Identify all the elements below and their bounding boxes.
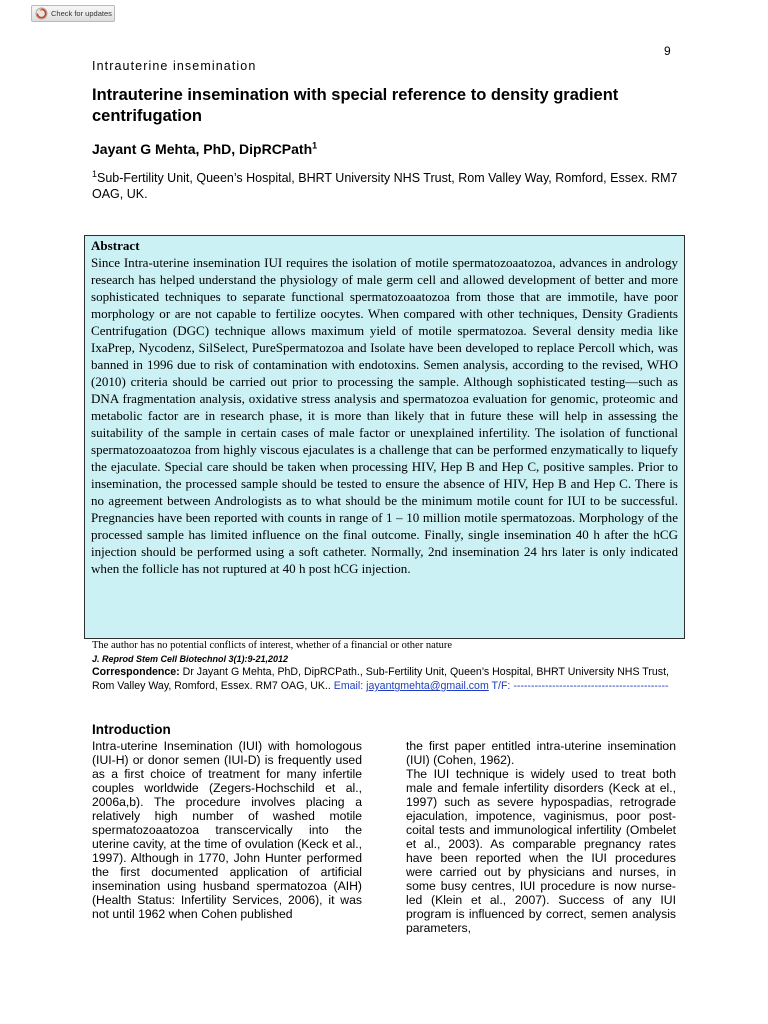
affiliation <box>92 170 692 202</box>
introduction-column-right <box>406 739 676 935</box>
running-head: Intrauterine insemination <box>92 59 257 73</box>
check-for-updates-button[interactable] <box>31 5 115 22</box>
affiliation-superscript: 1 <box>92 168 98 179</box>
tf-label: T/F: <box>488 680 514 692</box>
email-link[interactable]: jayantgmehta@gmail.com <box>366 680 489 692</box>
affiliation-text: Sub-Fertility Unit, Queen’s Hospital, BHRT University NHS Trust, Rom Valley Way, Romford, Essex. RM7 OAG, UK. <box>92 171 678 201</box>
introduction-paragraph: The IUI technique is widely used to treat both male and female infertility disorders (Keck at el., 1997) such as severe hypospadias, retrograde ejaculation, impotence, vaginismus, poor post-coital tests and immunological infertility (Ombelet et al., 2003). As comparable pregnancy rates have been reported when the IUI procedures were carried out by physicians and nurses, in some busy centres, IUI procedure is now nurse-led (Klein et al., 2007). Success of any IUI program is influenced by correct, semen analysis parameters, <box>406 767 676 935</box>
abstract-text: Since Intra-uterine insemination IUI requires the isolation of motile spermatozoaatozoa, advances in andrology research has helped understand the physiology of male germ cell and allowed development of better and more sophisticated techniques to separate functional spermatozoaatozoa from those that are immotile, have poor morphology or are not capable to fertilize oocytes. When compared with other techniques, Density Gradients Centrifugation (DGC) technique allows maximum yield of motile spermatozoa. Several density media like IxaPrep, Nycodenz, SilSelect, PureSpermatozoa and Isolate have been developed to replace Percoll which, was banned in 1996 due to risk of contamination with endotoxins. Semen analysis, according to the revised, WHO (2010) criteria should be carried out prior to processing the sample. Although sophisticated testing—such as DNA fragmentation analysis, oxidative stress analysis and spermatozoa evaluation for genomic, proteomic and metabolic factor are in research phase, it is more than likely that in future these will help in assessing the suitability of the sample in certain cases of male factor or unexplained infertility. The isolation of functional spermatozoaatozoa from highly viscous ejaculates is a challenge that can be performed enzymatically to liquefy the ejaculate. Special care should be taken when processing HIV, Hep B and Hep C, positive samples. Prior to insemination, the processed sample should be tested to ensure the absence of HIV, Hep B and Hep C. There is no agreement between Andrologists as to what should be the minimum motile count for IUI to be successful. Pregnancies have been reported with counts in range of 1 – 10 million motile spermatozoas. Morphology of the processed sample has limited influence on the final outcome. Finally, single insemination 40 h after the hCG injection should be performed using a soft catheter. Normally, 2nd insemination 24 hrs later is only indicated when the follicle has not ruptured at 40 h post hCG injection. <box>91 255 678 576</box>
email-label: Email: <box>333 680 367 692</box>
journal-reference: J. Reprod Stem Cell Biotechnol 3(1):9-21,2012 <box>92 654 289 664</box>
tf-value: -------------------------------------------- <box>513 680 669 692</box>
abstract-box <box>84 235 685 639</box>
author-line <box>92 141 317 157</box>
introduction-paragraph: Intra-uterine Insemination (IUI) with homologous (IUI-H) or donor semen (IUI-D) is frequently used as a first choice of treatment for many infertile couples worldwide (Zegers-Hochschild et al., 2006a,b). The procedure involves placing a relatively high number of washed motile spermatozoaatozoa transcervically into the uterine cavity, at the time of ovulation (Keck et al., 1997). Although in 1770, John Hunter performed the first documented application of artificial insemination using husband spermatozoa (AIH) (Health Status: Infertility Services, 2006), it was not until 1962 when Cohen published <box>92 739 362 921</box>
correspondence <box>92 665 692 693</box>
introduction-paragraph: the first paper entitled intra-uterine insemination (IUI) (Cohen, 1962). <box>406 739 676 767</box>
introduction-heading: Introduction <box>92 722 171 737</box>
abstract-heading: Abstract <box>91 238 140 253</box>
article-title: Intrauterine insemination with special reference to density gradient centrifugation <box>92 86 619 125</box>
correspondence-text: Dr Jayant G Mehta, PhD, DipRCPath., Sub-Fertility Unit, Queen’s Hospital, BHRT University NHS Trust, Rom Valley Way, Romford, Essex. RM7 OAG, UK.. <box>92 666 669 692</box>
introduction-column-left <box>92 739 362 921</box>
conflict-statement: The author has no potential conflicts of interest, whether of a financial or other nature <box>92 640 453 651</box>
author-name: Jayant G Mehta, PhD, DipRCPath <box>92 141 313 157</box>
update-icon <box>35 7 48 20</box>
check-for-updates-label: Check for updates <box>51 9 112 18</box>
page-number: 9 <box>664 44 671 58</box>
correspondence-label: Correspondence: <box>92 666 180 678</box>
author-superscript: 1 <box>312 140 318 151</box>
